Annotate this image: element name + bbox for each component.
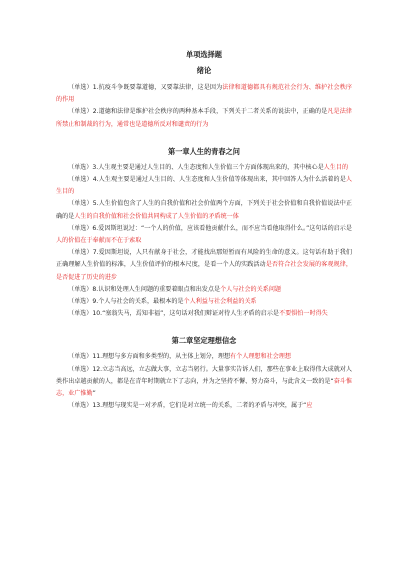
question-item <box>56 247 352 284</box>
question-item <box>56 106 352 130</box>
question-item <box>56 400 352 412</box>
answer-text: 个人与社会的关系问题 <box>220 285 282 293</box>
section-title-intro: 绪论 <box>196 66 212 75</box>
question-text: （单选）4.人生观主要是通过人生目的、人生态度和人生价值等体现出来，其中回答人为什么活着的是 <box>68 176 346 184</box>
question-text: （单选）13.理想与现实是一对矛盾，它们是对立统一的关系，二者的矛盾与冲突，属于“ <box>68 402 307 410</box>
answer-text: 奋斗惟志，业广惟勤 <box>56 377 352 398</box>
question-text: （单选）1.抗疫斗争既要靠道德，又要靠法律，这是因为 <box>68 84 223 91</box>
question-text: （单选）3.人生观主要是通过人生目的、人生态度和人生价值三个方面体现出来的，其中核心是 <box>68 163 324 171</box>
answer-text: 个人利益与社会利益的关系 <box>183 298 257 306</box>
question-item <box>56 82 352 106</box>
answer-text: 有个人理想和社会理想 <box>230 353 291 361</box>
question-item <box>56 198 352 222</box>
question-list-chapter-1 <box>56 162 352 321</box>
answer-text: 法律和道德都具有规范社会行为、维护社会秩序的作用 <box>56 84 352 104</box>
answer-text: 应 <box>306 402 313 410</box>
answer-text: 凡是法律所禁止和制裁的行为，通常也是道德所反对和谴责的行为 <box>56 108 352 128</box>
document-heading: 单项选择题 <box>186 50 222 59</box>
answer-text: 人生目的 <box>323 163 349 171</box>
chapter-title-1: 第一章人生的青春之问 <box>168 146 240 156</box>
question-text: （单选）10.“塞翁失马，焉知非福”，这句话对我们辩证对待人生矛盾的启示是 <box>68 310 280 318</box>
question-item <box>56 223 352 247</box>
question-item <box>56 174 352 198</box>
question-text: （单选）6.爱因斯坦说过：“一个人的价值，应该看他贡献什么，而不应当看他取得什么。”这句话的启示是 <box>68 224 352 232</box>
question-text: （单选）9.个人与社会的关系，最根本的是 <box>68 298 184 306</box>
chapter-title-2: 第二章坚定理想信念 <box>171 336 237 346</box>
question-text: （单选）11.理想与多方面和多类型的，从主体上划分，理想 <box>68 353 231 361</box>
question-text: （单选）5.人生价值包含了人生的自我价值和社会价值两个方面，下列关于社会价值和自我价值说法中正确的是 <box>56 200 352 220</box>
answer-text: 人的价值在于奉献而不在于索取 <box>56 237 142 245</box>
question-item <box>56 308 352 320</box>
question-text: （单选）8.认识和处理人生问题的重要着眼点和出发点是 <box>68 285 221 293</box>
question-item <box>56 162 352 174</box>
question-text: （单选）7.爱因斯坦说，人只有献身于社会，才能找出那短暂而有风险的生命的意义。这句话有助于我们正确理解人生价值的标准，人生价值评价的根本尺度，是看一个人的实践活动 <box>56 249 352 269</box>
question-list-intro <box>56 82 352 131</box>
question-text: （单选）2.道德和法律是维护社会秩序的两种基本手段，下列关于二者关系的说法中，正确的是 <box>68 108 328 116</box>
question-suffix: ” <box>92 390 96 398</box>
answer-text: 人生的自我价值和社会价值共同构成了人生价值的矛盾统一体 <box>74 212 239 220</box>
question-list-chapter-2 <box>56 351 352 412</box>
question-item <box>56 364 352 401</box>
answer-text: 不要惧怕一时得失 <box>279 310 328 318</box>
answer-text: 是否符合社会发展的客观规律，是否促进了历史的进步 <box>56 261 352 281</box>
question-text: （单选）12.立志当高远，立志做大事，立志当躬行。大量事实告诉人们，那些在事业上取得伟大成就对人类作出卓越贡献的人，都是在青年时期就立下了志向，并为之坚持不懈、努力奋斗，与此含义一致的是“ <box>56 365 352 385</box>
answer-text: 人生目的 <box>56 176 352 196</box>
question-item <box>56 351 352 363</box>
question-item <box>56 296 352 308</box>
question-item <box>56 284 352 296</box>
